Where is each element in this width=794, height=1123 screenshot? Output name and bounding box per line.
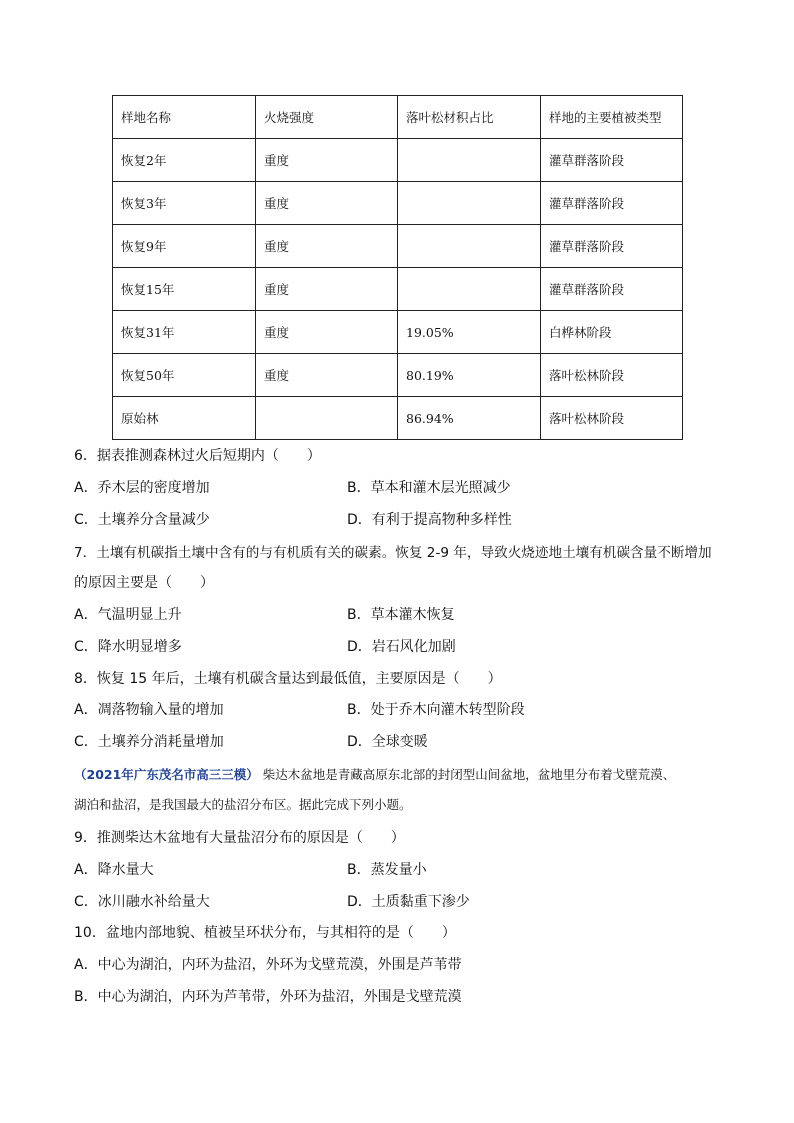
table-cell: 恢复15年	[113, 268, 256, 311]
question-7-stem-line2: 的原因主要是（ ）	[74, 575, 214, 591]
passage-intro-line2: 湖泊和盐沼，是我国最大的盐沼分布区。据此完成下列小题。	[74, 797, 412, 812]
table-cell: 原始林	[113, 397, 256, 440]
question-10-option-b: B．中心为湖泊，内环为芦苇带，外环为盐沼，外围是戈壁荒漠	[74, 989, 462, 1005]
question-7-option-b: B．草本灌木恢复	[347, 607, 455, 623]
table-cell	[398, 139, 541, 182]
question-10-stem: 10．盆地内部地貌、植被呈环状分布，与其相符的是（ ）	[74, 925, 456, 941]
table-cell: 白桦林阶段	[541, 311, 683, 354]
question-source-label: （2021年广东茂名市高三三模）	[74, 767, 259, 782]
table-cell: 80.19%	[398, 354, 541, 397]
table-header-row	[113, 96, 683, 139]
table-cell: 重度	[256, 268, 398, 311]
passage-text-line1: 柴达木盆地是青藏高原东北部的封闭型山间盆地，盆地里分布着戈壁荒漠、	[262, 767, 676, 782]
table-cell: 重度	[256, 225, 398, 268]
question-6-option-c: C．土壤养分含量减少	[74, 512, 210, 528]
table-cell: 重度	[256, 139, 398, 182]
table-cell	[398, 225, 541, 268]
table-row	[113, 268, 683, 311]
table-cell: 恢复31年	[113, 311, 256, 354]
question-9-option-d: D．土质黏重下渗少	[347, 894, 470, 910]
question-6-option-a: A．乔木层的密度增加	[74, 480, 210, 496]
question-6-stem: 6．据表推测森林过火后短期内（ ）	[74, 448, 321, 464]
question-10-option-a: A．中心为湖泊，内环为盐沼，外环为戈壁荒漠，外围是芦苇带	[74, 957, 462, 973]
table-header-cell: 样地的主要植被类型	[541, 96, 683, 139]
table-cell: 恢复9年	[113, 225, 256, 268]
question-8-option-a: A．凋落物输入量的增加	[74, 702, 224, 718]
table-cell: 86.94%	[398, 397, 541, 440]
question-9-option-c: C．冰川融水补给量大	[74, 894, 210, 910]
table-cell	[398, 268, 541, 311]
table-header-cell: 样地名称	[113, 96, 256, 139]
table-cell: 恢复2年	[113, 139, 256, 182]
question-8-option-b: B．处于乔木向灌木转型阶段	[347, 702, 525, 718]
question-7-stem-line1: 7．土壤有机碳指土壤中含有的与有机质有关的碳素。恢复 2-9 年，导致火烧迹地土壤有机碳含量不断增加	[74, 545, 712, 561]
table-row	[113, 139, 683, 182]
table-row	[113, 397, 683, 440]
table-cell: 灌草群落阶段	[541, 182, 683, 225]
table-row	[113, 225, 683, 268]
table-cell: 重度	[256, 354, 398, 397]
question-7-option-d: D．岩石风化加剧	[347, 639, 456, 655]
question-6-option-b: B．草本和灌木层光照减少	[347, 480, 511, 496]
table-row	[113, 182, 683, 225]
vegetation-recovery-table	[112, 95, 683, 440]
question-6-option-d: D．有利于提高物种多样性	[347, 512, 512, 528]
table-cell: 19.05%	[398, 311, 541, 354]
table-header-cell: 落叶松材积占比	[398, 96, 541, 139]
table-cell: 落叶松林阶段	[541, 397, 683, 440]
question-9-option-a: A．降水量大	[74, 862, 154, 878]
table-cell	[256, 397, 398, 440]
question-9-option-b: B．蒸发量小	[347, 862, 427, 878]
table-cell	[398, 182, 541, 225]
table-header-cell: 火烧强度	[256, 96, 398, 139]
table-cell: 灌草群落阶段	[541, 225, 683, 268]
table-cell: 灌草群落阶段	[541, 139, 683, 182]
table-row	[113, 311, 683, 354]
question-7-option-a: A．气温明显上升	[74, 607, 182, 623]
table-cell: 恢复50年	[113, 354, 256, 397]
question-8-option-c: C．土壤养分消耗量增加	[74, 734, 224, 750]
table-cell: 重度	[256, 311, 398, 354]
table-cell: 恢复3年	[113, 182, 256, 225]
question-9-stem: 9．推测柴达木盆地有大量盐沼分布的原因是（ ）	[74, 830, 405, 846]
passage-intro-line1	[74, 765, 675, 783]
table-cell: 重度	[256, 182, 398, 225]
table-cell: 灌草群落阶段	[541, 268, 683, 311]
question-8-option-d: D．全球变暖	[347, 734, 428, 750]
table-cell: 落叶松林阶段	[541, 354, 683, 397]
table-row	[113, 354, 683, 397]
question-8-stem: 8．恢复 15 年后，土壤有机碳含量达到最低值，主要原因是（ ）	[74, 671, 502, 687]
question-7-option-c: C．降水明显增多	[74, 639, 182, 655]
